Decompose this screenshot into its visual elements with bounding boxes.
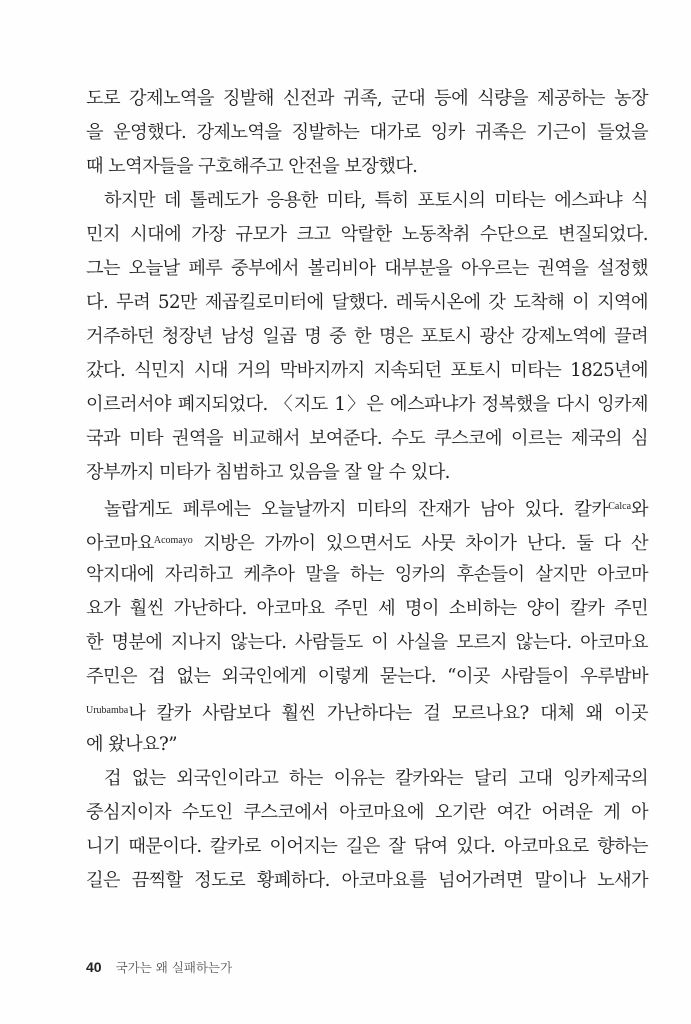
text-line: 다. 무려 52만 제곱킬로미터에 달했다. 레둑시온에 갓 도착해 이 지역에 bbox=[86, 292, 648, 313]
text-line: 한 명분에 지나지 않는다. 사람들도 이 사실을 모르지 않는다. 아코마요 bbox=[86, 632, 648, 653]
text-line: 주민은 겁 없는 외국인에게 이렇게 묻는다. “이곳 사람들이 우루밤바 bbox=[86, 666, 648, 687]
romanization-superscript: Calca bbox=[608, 501, 632, 512]
text-line bbox=[86, 490, 648, 524]
page-number: 40 bbox=[86, 959, 102, 975]
body-text bbox=[86, 82, 648, 898]
text-line: 도로 강제노역을 징발해 신전과 귀족, 군대 등에 식량을 제공하는 농장 bbox=[86, 88, 648, 109]
text-line: 길은 끔찍할 정도로 황폐하다. 아코마요를 넘어가려면 말이나 노새가 bbox=[86, 870, 648, 891]
page-footer bbox=[86, 958, 232, 976]
text-line bbox=[86, 524, 648, 558]
text-fragment: 지방은 가까이 있으면서도 사뭇 차이가 난다. 둘 다 산 bbox=[192, 533, 648, 554]
text-line: 을 운영했다. 강제노역을 징발하는 대가로 잉카 귀족은 기근이 들었을 bbox=[86, 122, 648, 143]
text-fragment: 나 칼카 사람보다 훨씬 가난하다는 걸 모르나요? 대체 왜 이곳 bbox=[128, 703, 648, 724]
text-line: 국과 미타 권역을 비교해서 보여준다. 수도 쿠스코에 이르는 제국의 심 bbox=[86, 428, 648, 449]
text-line: 민지 시대에 가장 규모가 크고 악랄한 노동착취 수단으로 변질되었다. bbox=[86, 224, 648, 245]
text-line: 하지만 데 톨레도가 응용한 미타, 특히 포토시의 미타는 에스파냐 식 bbox=[104, 190, 648, 211]
romanization-superscript: Acomayo bbox=[153, 535, 193, 546]
text-line: 악지대에 자리하고 케추아 말을 하는 잉카의 후손들이 살지만 아코마 bbox=[86, 564, 648, 585]
text-fragment: 와 bbox=[631, 499, 648, 520]
romanization-superscript: Urubamba bbox=[86, 705, 129, 716]
text-line: 겁 없는 외국인이라고 하는 이유는 칼카와는 달리 고대 잉카제국의 bbox=[104, 768, 648, 789]
text-line: 장부까지 미타가 침범하고 있음을 잘 알 수 있다. bbox=[86, 462, 450, 483]
text-line: 갔다. 식민지 시대 거의 막바지까지 지속되던 포토시 미타는 1825년에 bbox=[86, 360, 648, 381]
text-fragment: 아코마요 bbox=[86, 533, 154, 554]
text-line: 중심지이자 수도인 쿠스코에서 아코마요에 오기란 여간 어려운 게 아 bbox=[86, 802, 648, 823]
text-line: 거주하던 청장년 남성 일곱 명 중 한 명은 포토시 광산 강제노역에 끌려 bbox=[86, 326, 648, 347]
text-line: 때 노역자들을 구호해주고 안전을 보장했다. bbox=[86, 156, 418, 177]
text-line: 니기 때문이다. 칼카로 이어지는 길은 잘 닦여 있다. 아코마요로 향하는 bbox=[86, 836, 648, 857]
text-line: 그는 오늘날 페루 중부에서 볼리비아 대부분을 아우르는 권역을 설정했 bbox=[86, 258, 648, 279]
text-fragment: 놀랍게도 페루에는 오늘날까지 미타의 잔재가 남아 있다. 칼카 bbox=[104, 499, 609, 520]
text-line: 요가 훨씬 가난하다. 아코마요 주민 세 명이 소비하는 양이 칼카 주민 bbox=[86, 598, 648, 619]
text-line: 이르러서야 폐지되었다. 〈지도 1〉은 에스파냐가 정복했을 다시 잉카제 bbox=[86, 394, 648, 415]
text-line bbox=[86, 694, 648, 728]
text-line: 에 왔나요?” bbox=[86, 734, 177, 755]
running-title: 국가는 왜 실패하는가 bbox=[115, 960, 233, 975]
